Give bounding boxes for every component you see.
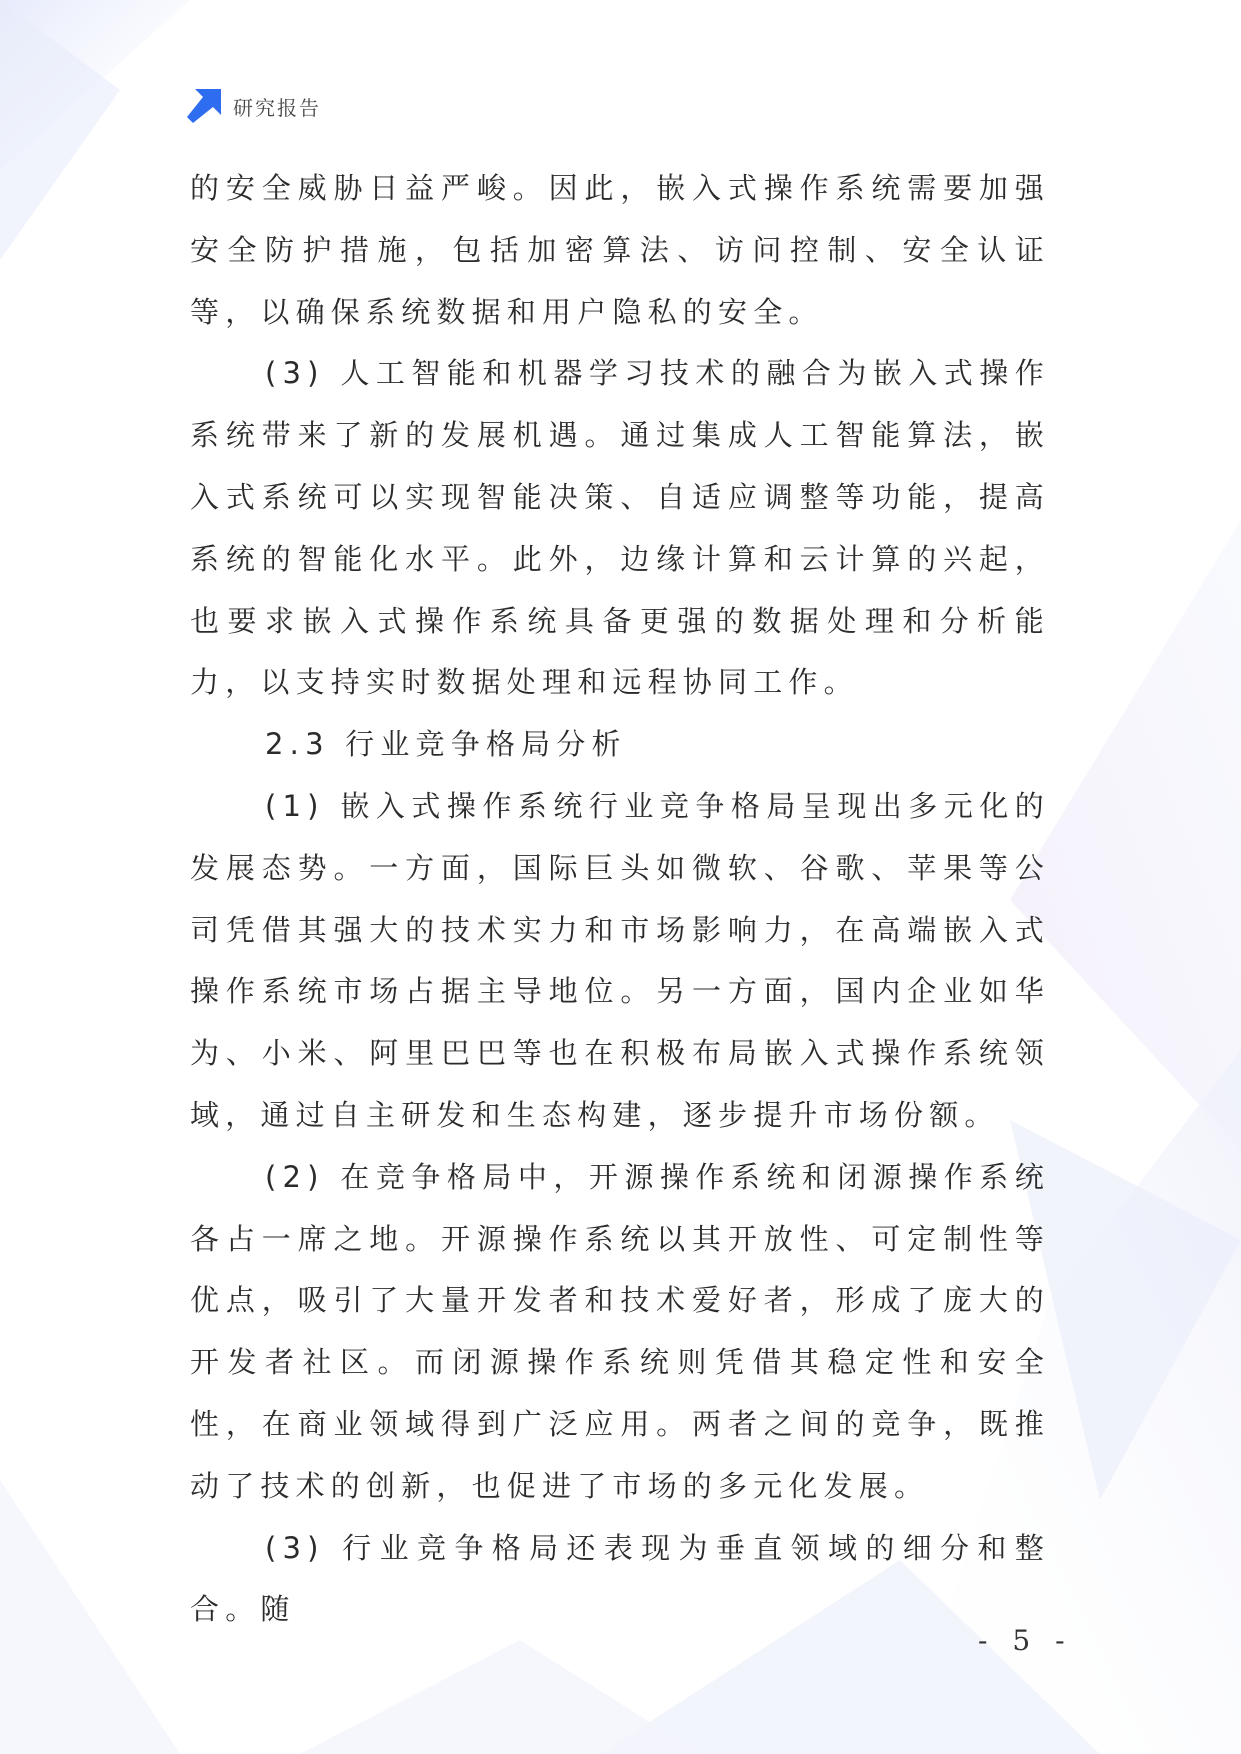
paragraph: 的安全威胁日益严峻。因此，嵌入式操作系统需要加强安全防护措施，包括加密算法、访问控制、安全认证等，以确保系统数据和用户隐私的安全。 <box>190 171 1050 329</box>
paragraph: (3) 行业竞争格局还表现为垂直领域的细分和整合。随 <box>190 1530 1050 1627</box>
page-header <box>187 89 321 123</box>
section-heading: 2.3 行业竞争格局分析 <box>265 727 627 762</box>
paragraph: (2) 在竞争格局中，开源操作系统和闭源操作系统各占一席之地。开源操作系统以其开放性、可定制性等优点，吸引了大量开发者和技术爱好者，形成了庞大的开发者社区。而闭源操作系统则凭借其稳定性和安全性，在商业领域得到广泛应用。两者之间的竞争，既推动了技术的创新，也促进了市场的多元化发展。 <box>190 1159 1050 1503</box>
paragraph: (1) 嵌入式操作系统行业竞争格局呈现出多元化的发展态势。一方面，国际巨头如微软、谷歌、苹果等公司凭借其强大的技术实力和市场影响力，在高端嵌入式操作系统市场占据主导地位。另一方面，国内企业如华为、小米、阿里巴巴等也在积极布局嵌入式操作系统领域，通过自主研发和生态构建，逐步提升市场份额。 <box>190 788 1050 1132</box>
header-title: 研究报告 <box>233 95 321 120</box>
paragraph: (3) 人工智能和机器学习技术的融合为嵌入式操作系统带来了新的发展机遇。通过集成人工智能算法，嵌入式系统可以实现智能决策、自适应调整等功能，提高系统的智能化水平。此外，边缘计算和云计算的兴起，也要求嵌入式操作系统具备更强的数据处理和分析能力，以支持实时数据处理和远程协同工作。 <box>190 356 1050 700</box>
document-body <box>190 158 1050 1641</box>
arrow-logo-icon <box>187 89 221 123</box>
page-number: - 5 - <box>978 1624 1073 1657</box>
